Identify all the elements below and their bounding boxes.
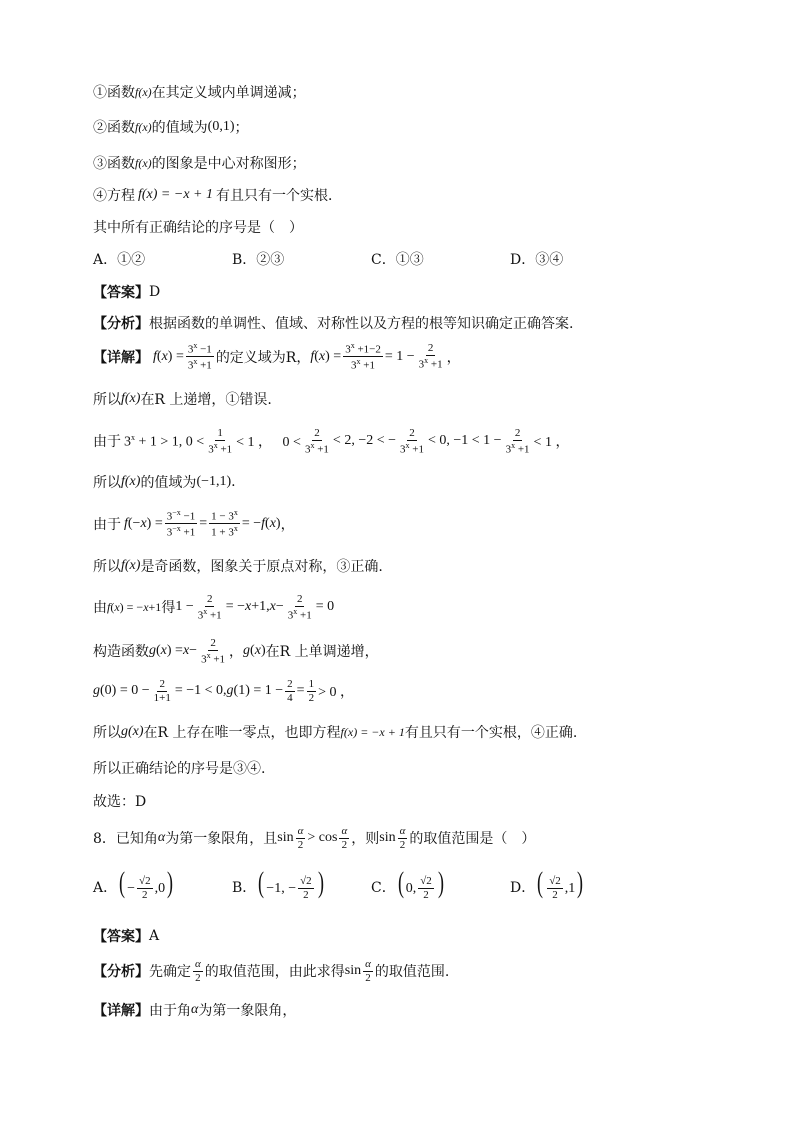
detail-line-9: g (0) = 0 − $\frac{2}{1+1}$ = −1 < 0, g (1) = 1 − $\frac{2}{4}$ = $\frac{1}{2}$ > 0 ，: [93, 678, 354, 704]
detail-line-6: 所以 f(x) 是奇函数，图象关于原点对称，③正确.: [93, 558, 383, 575]
q8-option-b: B．( −1, − $\frac{√2}{2}$ ): [232, 866, 324, 901]
question-ask: 其中所有正确结论的序号是（ ）: [93, 220, 303, 236]
detail-line-4: 所以 f(x) 的值域为 (−1,1) .: [93, 474, 236, 491]
statement-1: ①函数 f(x) 在其定义域内单调递减；: [93, 84, 306, 101]
detail-line-2: 所以 f(x) 在R 上递增，①错误.: [93, 391, 272, 408]
options-row: [93, 249, 649, 269]
q8-answer: 【答案】 A: [93, 928, 160, 945]
detail-line-8: 构造函数 g ( x ) = x − $\frac{2}{3^x +1}$ ， g ( x ) 在R 上单调递增，: [93, 637, 379, 666]
q8-option-d: D．( $\frac{√2}{2}$ ,1): [510, 866, 584, 901]
detail-line-7: 由 f ( x ) = − x +1 得 1 − $\frac{2}{3^x +1}$ = − x +1, x − $\frac{2}{3^x +1}$ = 0: [93, 593, 335, 622]
q8-stem: 8．已知角 α 为第一象限角，且 sin $\frac{\alpha}{2}$ > cos $\frac{\alpha}{2}$ ，则 sin $\frac{\alpha}{2}$ 的取值范围是（ ）: [93, 825, 536, 851]
q8-detail: 【详解】 由于角 α 为第一象限角，: [93, 1002, 297, 1019]
option-c: C．①③: [371, 252, 424, 268]
detail-line-3: 由于 $3^x + 1 > 1$, 0 < $\frac{1}{3^x +1}$ < 1 ， 0 < $\frac{2}{3^x +1}$ < 2, −2 < − $\frac{2}{3^x +1}$ < 0, −1 < 1 − $\frac{2}{3^x +1}$ < 1 ，: [93, 427, 570, 456]
q8-options: [93, 868, 649, 901]
detail-line-1: 【详解】 f ( x ) = $\frac{3^x -1}{3^x +1}$ 的定义域为R， f ( x ) = $\frac{3^x +1-2}{3^x +1}$ = 1 − $\frac{2}{3^x +1}$ ，: [93, 341, 461, 372]
detail-line-10: 所以 g(x) 在R 上存在唯一零点，也即方程 f(x) = −x + 1 有且只有一个实根，④正确.: [93, 724, 578, 741]
option-b: B．②③: [232, 252, 285, 268]
q8-option-a: A．( − $\frac{√2}{2}$ ,0): [93, 866, 174, 901]
detail-line-12: 故选：D: [93, 794, 147, 810]
statement-2: ②函数 f(x) 的值域为 (0,1) ；: [93, 119, 249, 136]
detail-line-11: 所以正确结论的序号是③④.: [93, 761, 266, 777]
detail-line-5: 由于 f (− x ) = $\frac{3^{-x} -1}{3^{-x} +1}$ = $\frac{1 - 3^x}{1 + 3^x}$ = − f ( x ) ，: [93, 508, 295, 539]
statement-3: ③函数 f(x) 的图象是中心对称图形；: [93, 155, 306, 172]
q8-option-c: C．( 0, $\frac{√2}{2}$ ): [371, 866, 444, 901]
option-d: D．③④: [510, 252, 564, 268]
answer-line: 【答案】 D: [93, 284, 161, 301]
statement-4: ④方程 f(x) = −x + 1 有且只有一个实根．: [93, 187, 342, 204]
option-a: A．①②: [93, 252, 146, 268]
analysis-line: 【分析】 根据函数的单调性、值域、对称性以及方程的根等知识确定正确答案.: [93, 316, 574, 332]
q8-analysis: 【分析】 先确定 $\frac{\alpha}{2}$ 的取值范围，由此求得 sin $\frac{\alpha}{2}$ 的取值范围.: [93, 958, 450, 984]
